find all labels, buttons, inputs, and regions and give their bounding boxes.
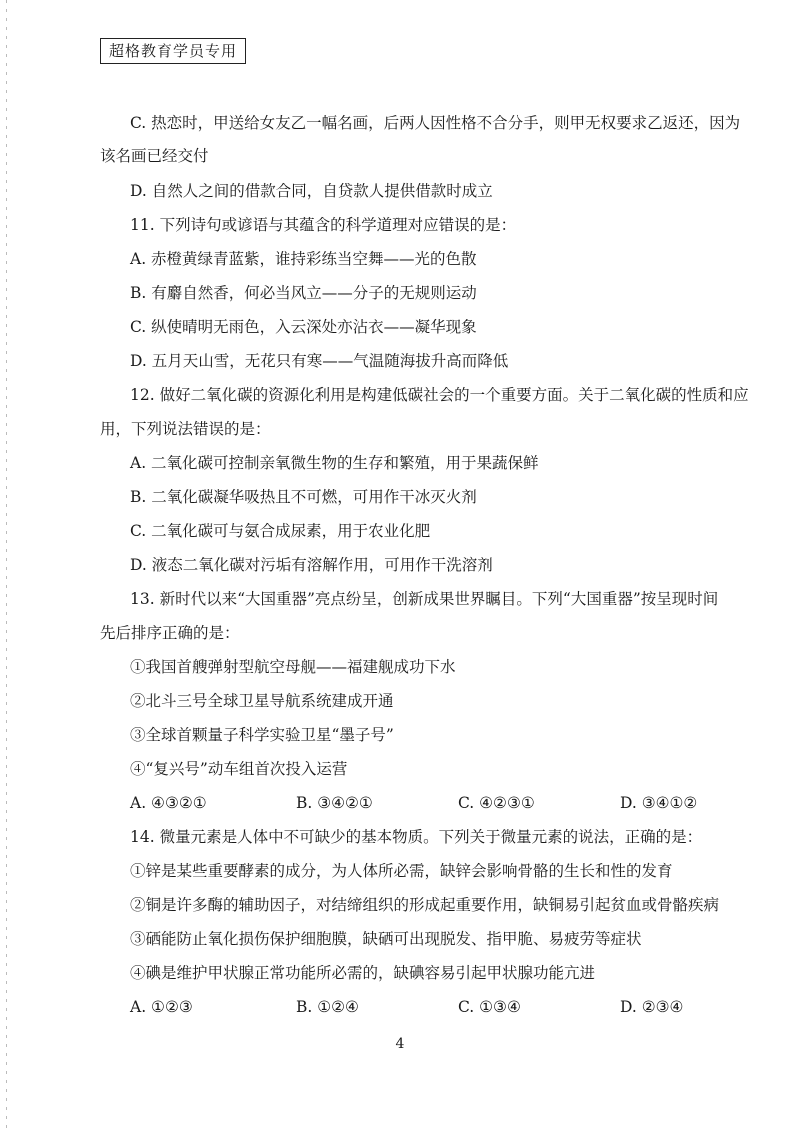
item-14-3: ③硒能防止氧化损伤保护细胞膜，缺硒可出现脱发、指甲脆、易疲劳等症状 [130, 930, 642, 948]
question-14: 14. 微量元素是人体中不可缺少的基本物质。下列关于微量元素的说法，正确的是： [130, 828, 703, 846]
question-12-line2: 用，下列说法错误的是： [100, 420, 271, 438]
item-13-4: ④“复兴号”动车组首次投入运营 [130, 760, 348, 778]
option-14d: D. ②③④ [620, 998, 684, 1016]
question-11: 11. 下列诗句或谚语与其蕴含的科学道理对应错误的是： [130, 216, 517, 234]
option-14c: C. ①③④ [458, 998, 521, 1016]
option-10c-line2: 该名画已经交付 [100, 147, 209, 165]
option-11b: B. 有麝自然香，何必当风立——分子的无规则运动 [130, 284, 477, 302]
question-13-line1: 13. 新时代以来“大国重器”亮点纷呈，创新成果世界瞩目。下列“大国重器”按呈现时间 [130, 590, 719, 608]
option-10c-line1: C. 热恋时，甲送给女友乙一幅名画，后两人因性格不合分手，则甲无权要求乙返还，因为 [130, 114, 741, 132]
item-14-1: ①锌是某些重要酵素的成分，为人体所必需，缺锌会影响骨骼的生长和性的发育 [130, 862, 673, 880]
binding-margin-line [6, 0, 7, 1128]
option-12d: D. 液态二氧化碳对污垢有溶解作用，可用作干洗溶剂 [130, 556, 493, 574]
item-13-2: ②北斗三号全球卫星导航系统建成开通 [130, 692, 394, 710]
option-10d: D. 自然人之间的借款合同，自贷款人提供借款时成立 [130, 182, 493, 200]
option-11c: C. 纵使晴明无雨色，入云深处亦沾衣——凝华现象 [130, 318, 477, 336]
item-13-1: ①我国首艘弹射型航空母舰——福建舰成功下水 [130, 658, 456, 676]
page-number: 4 [395, 1036, 405, 1052]
header-stamp: 超格教育学员专用 [100, 38, 246, 64]
option-14a: A. ①②③ [130, 998, 193, 1016]
item-14-4: ④碘是维护甲状腺正常功能所必需的，缺碘容易引起甲状腺功能亢进 [130, 964, 596, 982]
question-12-line1: 12. 做好二氧化碳的资源化利用是构建低碳社会的一个重要方面。关于二氧化碳的性质和应 [130, 386, 749, 404]
question-13-line2: 先后排序正确的是： [100, 624, 240, 642]
option-13b: B. ③④②① [296, 794, 373, 812]
option-14b: B. ①②④ [296, 998, 359, 1016]
option-11a: A. 赤橙黄绿青蓝紫，谁持彩练当空舞——光的色散 [130, 250, 477, 268]
option-13d: D. ③④①② [620, 794, 698, 812]
option-12a: A. 二氧化碳可控制亲氧微生物的生存和繁殖，用于果蔬保鲜 [130, 454, 539, 472]
option-11d: D. 五月天山雪，无花只有寒——气温随海拔升高而降低 [130, 352, 509, 370]
option-13a: A. ④③②① [130, 794, 207, 812]
option-12c: C. 二氧化碳可与氨合成尿素，用于农业化肥 [130, 522, 431, 540]
option-13c: C. ④②③① [458, 794, 535, 812]
item-14-2: ②铜是许多酶的辅助因子，对结缔组织的形成起重要作用，缺铜易引起贫血或骨骼疾病 [130, 896, 720, 914]
option-12b: B. 二氧化碳凝华吸热且不可燃，可用作干冰灭火剂 [130, 488, 477, 506]
item-13-3: ③全球首颗量子科学实验卫星“墨子号” [130, 726, 394, 744]
